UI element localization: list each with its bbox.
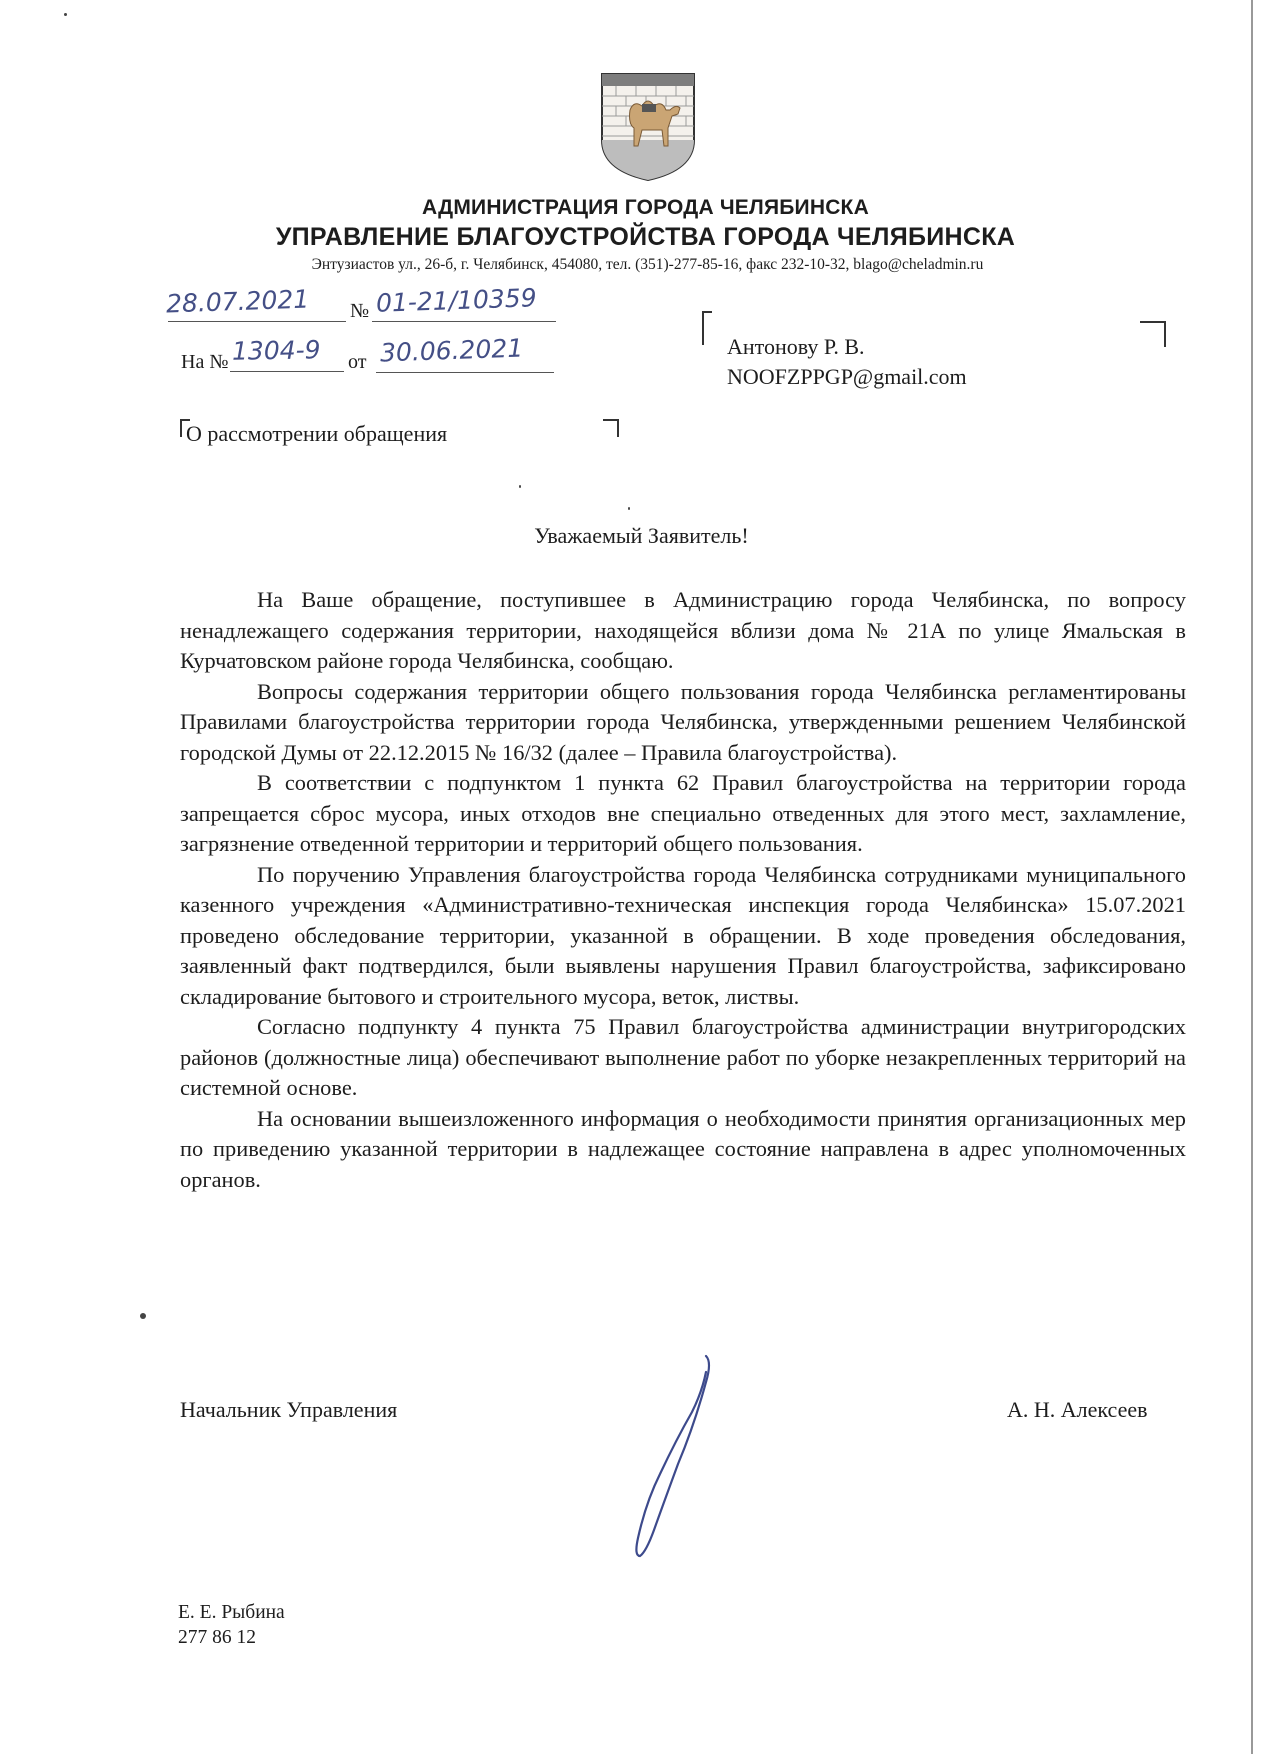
outgoing-number-underline	[372, 321, 556, 322]
outgoing-number-label: №	[350, 300, 370, 322]
outgoing-date: 28.07.2021	[165, 284, 310, 319]
recipient-name: Антонову Р. В.	[727, 334, 865, 359]
reply-date-underline	[376, 372, 554, 373]
org-address: Энтузиастов ул., 26-б, г. Челябинск, 454080, тел. (351)-277-85-16, факс 232-10-32, blago@cheladmin.ru	[311, 256, 984, 273]
recipient-email: NOOFZPPGP@gmail.com	[727, 364, 967, 389]
letter-greeting: Уважаемый Заявитель!	[534, 523, 749, 548]
scan-speck	[628, 507, 630, 510]
reply-number-underline	[230, 371, 344, 372]
letter-body	[180, 585, 1186, 1195]
body-paragraph: На основании вышеизложенного информация о необходимости принятия организационных мер по приведению указанной территории в надлежащее состояние направлена в адрес уполномоченных органов.	[180, 1105, 1186, 1192]
body-paragraph: По поручению Управления благоустройства города Челябинска сотрудниками муниципального казенного учреждения «Административно-техническая инспекция города Челябинска» 15.07.2021 проведено обследование территории, указанной в обращении. В ходе проведения обследования, заявленный факт подтвердился, были выявлены нарушения Правил благоустройства, зафиксировано складирование бытового и строительного мусора, веток, листвы.	[180, 861, 1186, 1009]
signer-name: А. Н. Алексеев	[1007, 1397, 1148, 1422]
body-paragraph: Вопросы содержания территории общего пользования города Челябинска регламентированы Правилами благоустройства территории города Челябинска, утвержденными решением Челябинской городской Думы от 22.12.2015 № 16/32 (далее – Правила благоустройства).	[180, 678, 1186, 765]
body-paragraph: Согласно подпункту 4 пункта 75 Правил благоустройства администрации внутригородских районов (должностные лица) обеспечивают выполнение работ по уборке незакрепленных территорий на системной основе.	[180, 1014, 1186, 1100]
chelyabinsk-coat-of-arms-icon	[596, 70, 700, 182]
recipient-bracket-right	[1140, 321, 1166, 347]
org-name-line2: УПРАВЛЕНИЕ БЛАГОУСТРОЙСТВА ГОРОДА ЧЕЛЯБИНСКА	[275, 223, 1016, 251]
subject-bracket-right	[603, 419, 619, 437]
scan-speck	[64, 13, 67, 16]
signer-title: Начальник Управления	[180, 1397, 398, 1422]
reply-number: 1304-9	[231, 335, 321, 366]
org-name-line1: АДМИНИСТРАЦИЯ ГОРОДА ЧЕЛЯБИНСКА	[422, 196, 869, 219]
body-paragraph: На Ваше обращение, поступившее в Администрацию города Челябинска, по вопросу ненадлежащего содержания территории, находящейся вблизи дома № 21А по улице Ямальская в Курчатовском районе города Челябинска, сообщаю.	[180, 587, 1186, 673]
scan-speck	[519, 485, 521, 488]
reply-date-label: от	[348, 351, 367, 373]
executor-name: Е. Е. Рыбина	[178, 1602, 285, 1623]
executor-phone: 277 86 12	[178, 1627, 256, 1648]
body-paragraph: В соответствии с подпунктом 1 пункта 62 Правил благоустройства на территории города запрещается сброс мусора, иных отходов вне специально отведенных для этого мест, захламление, загрязнение отведенной территории и территорий общего пользования.	[180, 770, 1186, 856]
handwritten-signature-icon	[620, 1352, 716, 1562]
letter-subject: О рассмотрении обращения	[186, 421, 448, 446]
reply-date: 30.06.2021	[379, 333, 524, 368]
outgoing-date-underline	[168, 321, 346, 322]
recipient-bracket-left	[702, 311, 712, 345]
outgoing-number: 01-21/10359	[375, 283, 538, 318]
reply-number-label: На №	[181, 351, 229, 373]
scan-speck	[140, 1313, 146, 1319]
